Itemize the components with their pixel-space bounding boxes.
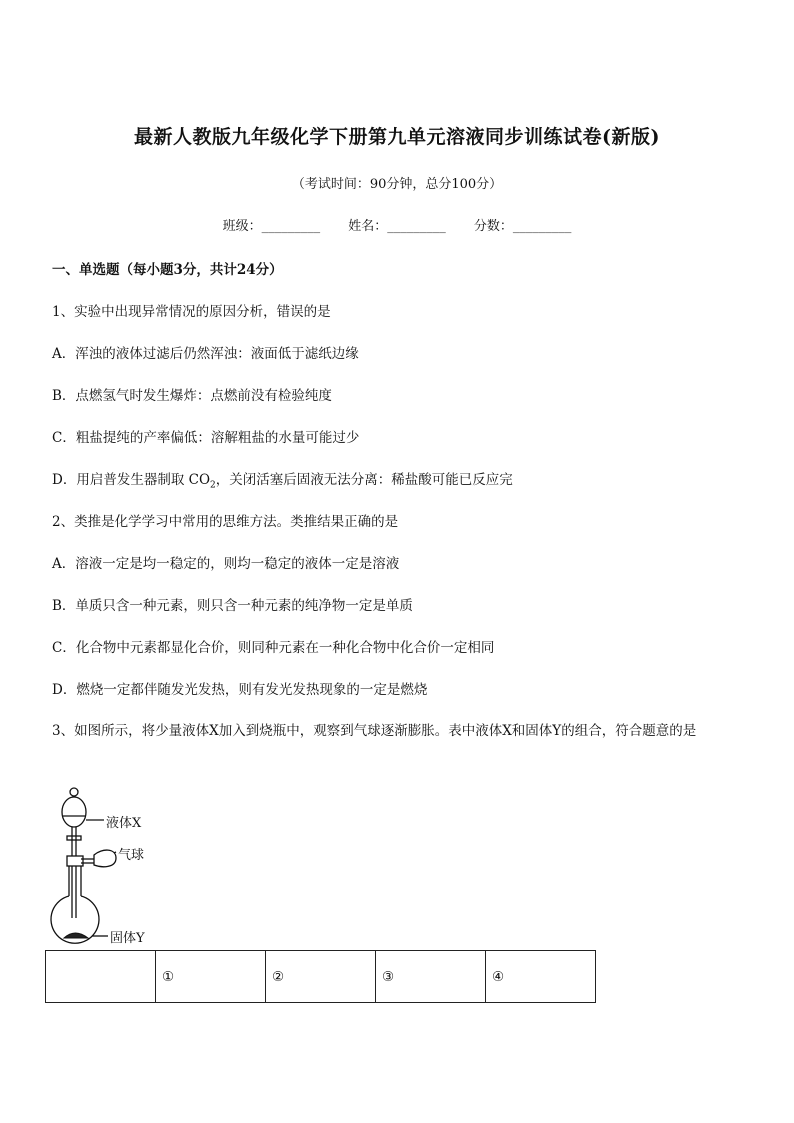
student-info-row xyxy=(0,215,794,234)
table-cell-option-2: ② xyxy=(266,951,376,1003)
exam-time-note: （考试时间：90分钟，总分100分） xyxy=(291,177,503,192)
class-field: 班级：_________ xyxy=(222,219,321,234)
option-d-suffix: ，关闭活塞后固液无法分离：稀盐酸可能已反应完 xyxy=(215,472,513,488)
question-3-stem: 3、如图所示，将少量液体X加入到烧瓶中，观察到气球逐渐膨胀。表中液体X和固体Y的组合，符合题意的是 xyxy=(52,723,697,739)
label-solid-y: 固体Y xyxy=(110,931,145,946)
question-2-option-a: A．溶液一定是均一稳定的，则均一稳定的液体一定是溶液 xyxy=(52,556,400,572)
table-cell-option-3: ③ xyxy=(376,951,486,1003)
table-row xyxy=(46,951,596,1003)
question-1-option-b: B．点燃氢气时发生爆炸：点燃前没有检验纯度 xyxy=(52,388,332,404)
question-1-option-a: A．浑浊的液体过滤后仍然浑浊：液面低于滤纸边缘 xyxy=(52,346,359,362)
label-balloon: 气球 xyxy=(118,848,145,863)
question-1-option-c: C．粗盐提纯的产率偏低：溶解粗盐的水量可能过少 xyxy=(52,430,360,446)
flask-apparatus-figure xyxy=(48,778,188,950)
question-2-option-d: D．燃烧一定都伴随发光发热，则有发光发热现象的一定是燃烧 xyxy=(52,682,428,698)
question-2-option-b: B．单质只含一种元素，则只含一种元素的纯净物一定是单质 xyxy=(52,598,413,614)
section-heading-single-choice: 一、单选题（每小题3分，共计24分） xyxy=(52,262,283,278)
question-1-stem: 1、实验中出现异常情况的原因分析，错误的是 xyxy=(52,304,331,320)
question-1-option-d xyxy=(52,468,513,491)
name-field: 姓名：_________ xyxy=(348,219,446,234)
table-cell-blank xyxy=(46,951,156,1003)
answer-combination-table xyxy=(45,950,596,1003)
label-liquid-x: 液体X xyxy=(106,816,142,831)
option-d-prefix: D．用启普发生器制取 CO xyxy=(52,472,211,488)
question-2-option-c: C．化合物中元素都显化合价，则同种元素在一种化合物中化合价一定相同 xyxy=(52,640,495,656)
page-title: 最新人教版九年级化学下册第九单元溶液同步训练试卷(新版) xyxy=(134,126,660,148)
flask-apparatus-drawing xyxy=(48,778,188,950)
question-2-stem: 2、类推是化学学习中常用的思维方法。类推结果正确的是 xyxy=(52,514,399,530)
co2-subscript: 2 xyxy=(210,480,216,491)
score-field: 分数：_________ xyxy=(473,219,572,234)
table-cell-option-1: ① xyxy=(156,951,266,1003)
table-cell-option-4: ④ xyxy=(486,951,596,1003)
